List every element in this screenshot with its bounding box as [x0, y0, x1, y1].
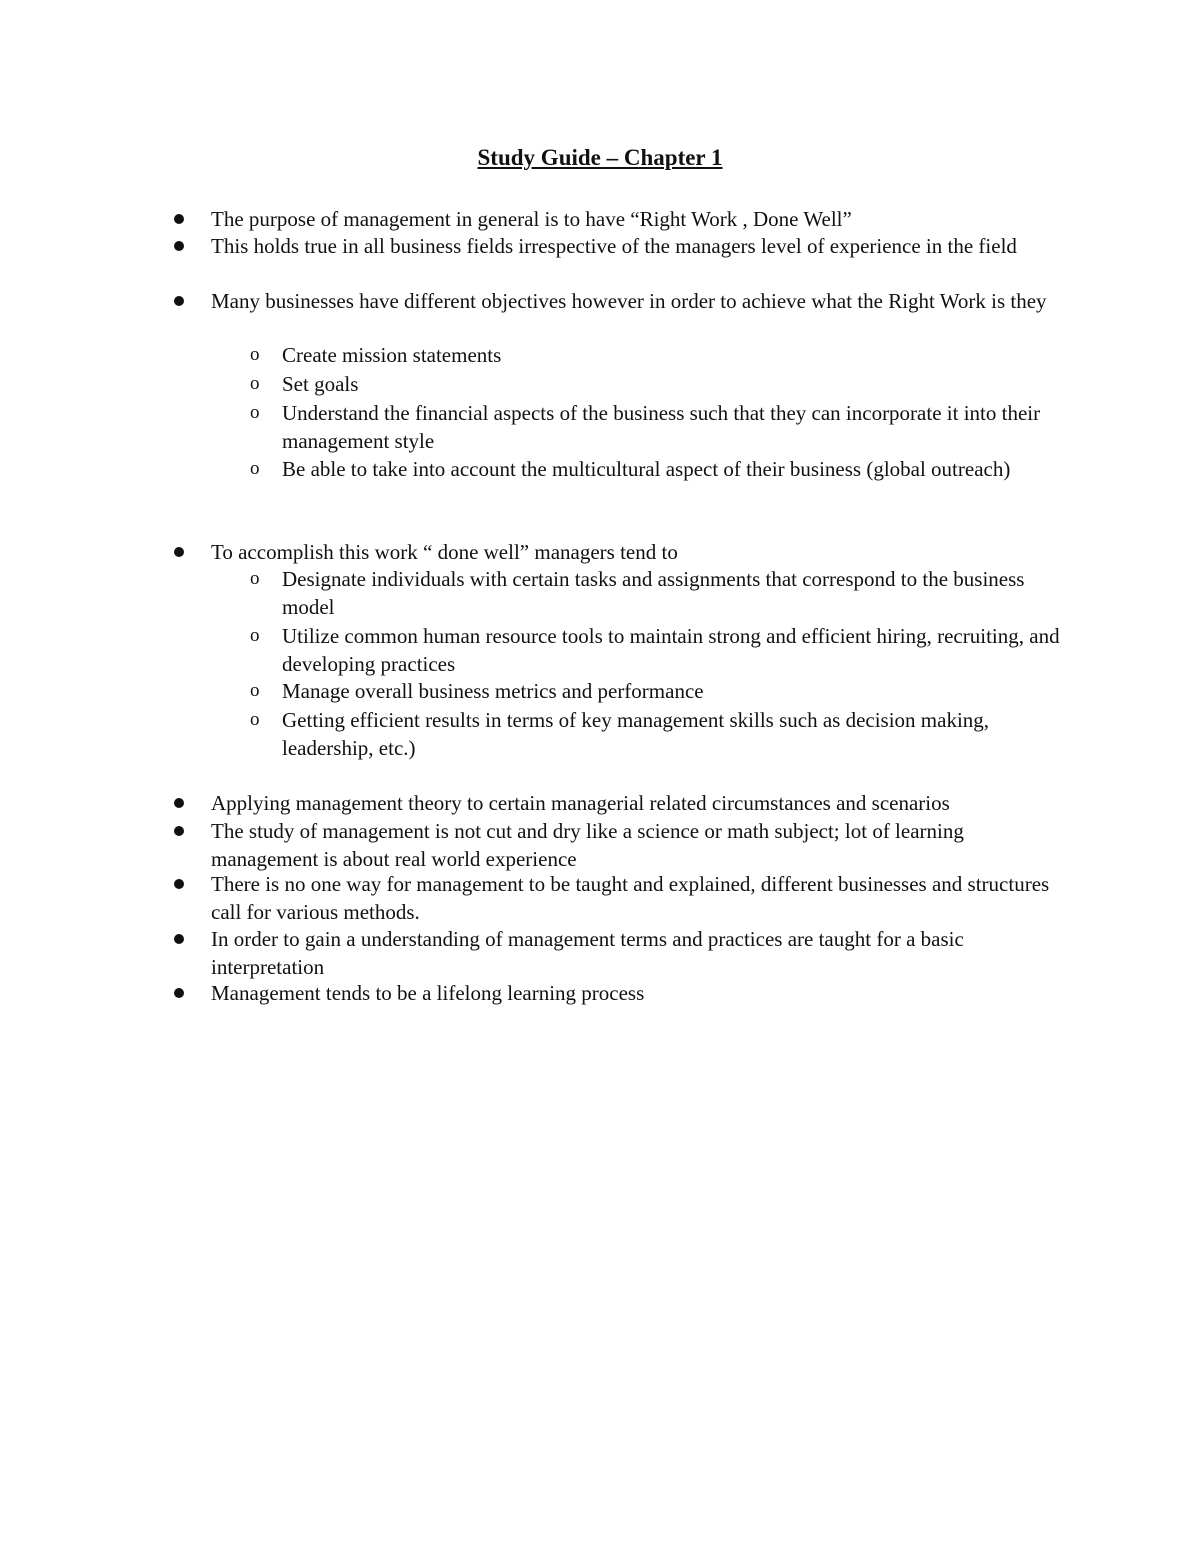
circle-bullet-icon: o	[250, 625, 260, 646]
list-item-text: This holds true in all business fields irrespective of the managers level of experience in the field	[211, 234, 1017, 258]
page-title: Study Guide – Chapter 1	[477, 145, 723, 170]
sub-list-item	[0, 706, 1200, 762]
bullet-icon	[174, 296, 184, 306]
list-item	[0, 925, 1200, 981]
sub-list-item-text: Understand the financial aspects of the business such that they can incorporate it into their management style	[282, 401, 1041, 453]
circle-bullet-icon: o	[250, 709, 260, 730]
list-item-text: Management tends to be a lifelong learning process	[211, 981, 645, 1005]
bullet-icon	[174, 547, 184, 557]
circle-bullet-icon: o	[250, 344, 260, 365]
list-item-text: The purpose of management in general is to have “Right Work , Done Well”	[211, 207, 852, 231]
bullet-icon	[174, 879, 184, 889]
list-item	[0, 789, 1200, 817]
bullet-icon	[174, 826, 184, 836]
sub-list-item-text: Set goals	[282, 372, 359, 396]
sub-list-item	[0, 677, 1200, 705]
list-item-text: There is no one way for management to be taught and explained, different businesses and structures call for various methods.	[211, 872, 1050, 924]
sub-list-item-text: Be able to take into account the multicultural aspect of their business (global outreach)	[282, 457, 1011, 481]
list-item	[0, 870, 1200, 926]
list-item-text: To accomplish this work “ done well” managers tend to	[211, 540, 678, 564]
list-item	[0, 817, 1200, 873]
circle-bullet-icon: o	[250, 568, 260, 589]
list-item-text: In order to gain a understanding of management terms and practices are taught for a basic interpretation	[211, 927, 964, 979]
sub-list-item-text: Utilize common human resource tools to maintain strong and efficient hiring, recruiting, and developing practices	[282, 624, 1060, 676]
sub-list-item-text: Designate individuals with certain tasks and assignments that correspond to the business model	[282, 567, 1025, 619]
list-item-text: The study of management is not cut and dry like a science or math subject; lot of learning management is about real world experience	[211, 819, 964, 871]
list-item	[0, 232, 1200, 288]
circle-bullet-icon: o	[250, 402, 260, 423]
circle-bullet-icon: o	[250, 458, 260, 479]
sub-list-item-text: Create mission statements	[282, 343, 502, 367]
bullet-icon	[174, 214, 184, 224]
sub-list-item-text: Getting efficient results in terms of key management skills such as decision making, leadership, etc.)	[282, 708, 990, 760]
sub-list-item	[0, 622, 1200, 678]
list-item	[0, 979, 1200, 1007]
sub-list-item	[0, 565, 1200, 621]
bullet-icon	[174, 241, 184, 251]
bullet-icon	[174, 988, 184, 998]
bullet-icon	[174, 934, 184, 944]
sub-list-item	[0, 370, 1200, 398]
list-item	[0, 287, 1200, 343]
sub-list-item	[0, 455, 1200, 511]
list-item	[0, 538, 1200, 566]
list-item-text: Many businesses have different objectives however in order to achieve what the Right Work is they	[211, 289, 1047, 313]
sub-list-item-text: Manage overall business metrics and performance	[282, 679, 704, 703]
list-item	[0, 205, 1200, 233]
circle-bullet-icon: o	[250, 680, 260, 701]
sub-list-item	[0, 399, 1200, 455]
bullet-icon	[174, 798, 184, 808]
sub-list-item	[0, 341, 1200, 369]
list-item-text: Applying management theory to certain managerial related circumstances and scenarios	[211, 791, 950, 815]
circle-bullet-icon: o	[250, 373, 260, 394]
